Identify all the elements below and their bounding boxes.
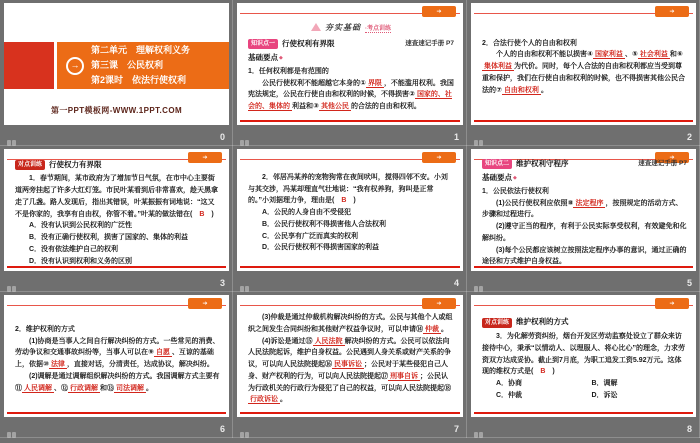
blank-answer: 国家的、社会的、集体的	[248, 91, 452, 111]
slide-counter-icon	[7, 425, 18, 431]
paragraph	[482, 331, 687, 378]
triangle-logo-icon	[311, 23, 321, 31]
return-arrow-icon: ➔	[436, 300, 442, 307]
content-slide	[471, 295, 696, 417]
text-segment: (2)调解是通过调解组织解决纠纷的方式。我国调解方式主要有⑪	[15, 372, 220, 392]
text-segment: 1．公民依法行使权利	[482, 187, 549, 195]
text-segment: (2)遵守正当的程序，有利于公民实际享受权利，有效避免和化解纠纷。	[482, 223, 687, 242]
blank-answer: 国家利益	[594, 51, 623, 59]
return-arrow-icon: ➔	[436, 8, 442, 15]
text-segment: (3)每个公民都应该树立按照法定程序办事的意识，通过正确的途径和方式维护自身权益。	[482, 246, 687, 266]
slide-thumbnail-9[interactable]	[467, 292, 700, 438]
answer-letter: B	[540, 368, 546, 376]
text-segment: 和⑬	[100, 384, 114, 392]
option-row	[496, 390, 687, 402]
text-segment: (4)诉讼是通过⑮	[262, 337, 313, 345]
content-slide	[237, 3, 463, 125]
text-segment: 。	[441, 325, 448, 333]
option: B．调解	[591, 380, 618, 388]
period-line: 第2课时 依法行使权利	[91, 75, 187, 85]
text-segment: 。	[540, 86, 548, 94]
text-segment: 3．为化解劳资纠纷，烟台开发区劳动监察处设立了群众来访接待中心，秉承“以情动人、以理服人、将心比心”的理念，力求劳资双方达成妥协。截止到7月底，为职工追发工资5.92万元。这体现的维权方式是(	[482, 333, 685, 376]
text-segment: 个人的自由和权利不能以损害④	[496, 51, 593, 59]
question-text	[248, 172, 454, 207]
slide-counter-icon	[240, 279, 251, 285]
page-number: 8	[686, 424, 692, 434]
lesson-line: 第三课 公民权利	[91, 60, 164, 70]
knowledge-point-label: 知识点一	[248, 39, 278, 49]
content-slide	[471, 149, 696, 271]
slide-thumbnail-8[interactable]	[233, 292, 467, 438]
slide-counter-icon	[474, 133, 485, 139]
paragraph	[15, 324, 220, 336]
text-segment: ；公民认为行政机关的行政行为侵犯了自己的权益，可以向人民法院提起⑱	[248, 372, 451, 392]
bottom-divider	[474, 412, 693, 414]
slide-thumbnail-2[interactable]	[233, 0, 467, 146]
paragraph	[15, 173, 220, 220]
option-row	[29, 244, 220, 256]
text-segment: ，直接对话，分清责任，达成协议，解决纠纷。	[66, 361, 214, 368]
handbook-reference: 速查速记手册 P7	[405, 39, 454, 47]
bullet-icon: ◆	[279, 55, 283, 62]
section-title: 维护权利守程序	[516, 158, 569, 168]
slide-thumbnail-4[interactable]	[0, 146, 233, 292]
text-segment: 1．任何权利都是有范围的	[248, 67, 329, 75]
paragraph	[482, 38, 687, 50]
watermark-text: 第一PPT模板网-WWW.1PPT.COM	[50, 106, 183, 115]
text-segment: 、互谅的基础上，依据⑩	[15, 349, 214, 368]
logo-main-text: 夯实基础	[325, 23, 361, 33]
paragraph	[248, 336, 454, 407]
page-number: 1	[453, 132, 459, 142]
section-title: 维护权利的方式	[516, 317, 569, 327]
text-segment: 、⑤	[624, 51, 638, 59]
bottom-divider	[240, 412, 460, 414]
section-logo	[248, 21, 454, 35]
sub-heading: 基础要点◆	[482, 173, 517, 183]
option: D．公民行使权利不得损害国家的利益	[262, 244, 380, 252]
bottom-divider	[7, 412, 226, 414]
content-slide	[237, 295, 463, 417]
option: C．仲裁	[496, 391, 523, 399]
section-title: 行使权力有界限	[49, 159, 102, 169]
blank-answer: 司法调解	[116, 384, 144, 392]
title-banner	[57, 42, 229, 89]
text-segment: (3)仲裁是通过仲裁机构解决纠纷的方式。公民与其他个人或组织之间发生合同纠纷和其他财产权益争议时，可以申请⑭	[248, 314, 453, 333]
option-row	[262, 207, 454, 219]
title-slide	[4, 3, 229, 125]
option: B．没有正确行使权利，损害了国家的、集体的利益	[29, 234, 189, 242]
text-segment: )	[204, 210, 214, 218]
option: C．公民享有广泛而真实的权利	[262, 232, 359, 240]
text-segment: 。	[280, 396, 287, 404]
option-row	[496, 378, 687, 390]
training-label: 对点训练	[15, 160, 45, 170]
blank-answer: 自愿	[155, 349, 170, 357]
blank-answer: 行政调解	[70, 384, 98, 392]
page-number: 4	[453, 278, 459, 288]
blank-answer: 人民调解	[24, 384, 52, 392]
text-segment: 2．邻居冯某养的宠物狗常在夜间吠叫，搅得四邻不安。小刘与其交涉，冯某却理直气壮地说：“我有权养狗，狗叫是正常的。”小刘据理力争，理由是(	[248, 173, 448, 205]
answer-options	[248, 207, 454, 254]
text-segment: 和⑥	[669, 51, 683, 59]
content-slide	[4, 295, 229, 417]
option: A．协商	[496, 380, 523, 388]
paragraph	[248, 66, 454, 78]
answer-letter: B	[341, 197, 347, 205]
blank-answer: 界限	[367, 79, 382, 87]
page-number: 6	[219, 424, 225, 434]
slide-counter-icon	[7, 133, 18, 139]
blank-answer: 刑事自诉	[390, 372, 418, 380]
return-arrow-icon: ➔	[669, 154, 675, 161]
blank-answer: 人民法院	[314, 337, 343, 345]
blank-answer: 行政诉讼	[250, 396, 278, 404]
text-segment: ；公民对于某些侵犯自己人身、财产权利的行为，可以向人民法院提起⑰	[248, 361, 448, 380]
text-segment: 1．春节期间，某市政府为了增加节日气氛，在市中心主要街道两旁挂起了许多大红灯笼。市民叶某看到后非常喜欢，趁天黑拿走了几盏。路人发现后，指出其错误，叶某振振有词地说：“这又不是你家的，我享有自由权，你管不着。”叶某的做法错在(	[15, 175, 218, 218]
paragraph	[482, 186, 687, 198]
option: A．公民的人身自由不受侵犯	[262, 209, 352, 217]
decor-red-block	[4, 42, 54, 89]
content-slide	[4, 149, 229, 271]
blank-answer: 仲裁	[425, 325, 439, 333]
paragraph	[248, 312, 454, 336]
paragraph	[15, 336, 220, 371]
training-label: 对点训练	[482, 318, 512, 328]
bottom-divider	[474, 120, 693, 122]
option: B．公民行使权利不得损害他人合法权利	[262, 220, 387, 228]
slide-counter-icon	[474, 279, 485, 285]
bottom-divider	[240, 266, 460, 268]
text-segment: ，按照规定的活动方式、步骤和过程进行。	[482, 199, 683, 219]
body-text	[482, 186, 687, 268]
content-slide	[237, 149, 463, 271]
body-text	[248, 66, 454, 113]
page-number: 3	[219, 278, 225, 288]
slide-thumbnail-1[interactable]	[0, 0, 233, 146]
option: D．没有认识到权利和义务的区别	[29, 257, 133, 265]
text-segment: 公民行使权利不能超越它本身的①	[262, 79, 366, 87]
option: A．没有认识到公民权利的广泛性	[29, 222, 133, 230]
bullet-icon: ◆	[513, 175, 517, 182]
blank-answer: 自由和权利	[503, 86, 539, 94]
option-row	[262, 219, 454, 231]
page-number: 0	[219, 132, 225, 142]
content-slide	[471, 3, 696, 125]
text-segment: 2．合法行使个人的自由和权利	[482, 39, 577, 47]
paragraph	[482, 198, 687, 222]
body-text	[15, 324, 220, 395]
return-arrow-icon: ➔	[436, 154, 442, 161]
answer-options	[15, 220, 220, 267]
text-segment: )	[545, 368, 555, 376]
page-number: 7	[453, 424, 459, 434]
blank-answer: 社会利益	[639, 51, 668, 59]
unit-line: 第二单元 理解权利义务	[91, 45, 191, 55]
paragraph	[15, 371, 220, 395]
option: C．没有依法维护自己的权利	[29, 245, 119, 253]
arrow-circle-icon: →	[66, 57, 84, 75]
slide-thumbnail-6[interactable]	[467, 146, 700, 292]
text-segment: 利益和③	[292, 103, 319, 111]
answer-options	[482, 378, 687, 402]
slide-counter-icon	[474, 425, 485, 431]
paragraph	[248, 172, 454, 207]
text-segment: 解决纠纷的方式。公民可以依法向人民法院起诉，维护自身权益。公民遇到人身关系或财产关系的争议，可以向人民法院提起⑯	[248, 337, 451, 368]
text-segment: )	[346, 197, 356, 205]
blank-answer: 民事诉讼	[334, 361, 362, 368]
bottom-divider	[7, 266, 226, 268]
text-segment: (1)公民行使权利应依照⑧	[496, 199, 574, 207]
text-segment: 的合法的自由和权利。	[350, 103, 421, 111]
option: D．诉讼	[591, 391, 618, 399]
paragraph	[482, 49, 687, 96]
blank-answer: 法律	[50, 361, 65, 368]
sub-heading: 基础要点◆	[248, 53, 283, 63]
slide-thumbnail-7[interactable]	[0, 292, 233, 438]
logo-sub-text: ·考点训练	[364, 26, 391, 33]
text-segment: 为代价。同时，每个人合法的自由和权利都应当受到尊重和保护，我们在行使自由和权利的时候，也不得损害其他公民合法的⑦	[482, 63, 685, 94]
page-number: 2	[686, 132, 692, 142]
answer-letter: B	[199, 210, 205, 218]
text-segment: (1)协商是当事人之间自行解决纠纷的方式。一些常见的消费、劳动争议和交通事故纠纷等，当事人可以在⑨	[15, 337, 220, 357]
text-segment: ，不能滥用权利。我国宪法规定，公民在行使自由和权利的时候，不得损害②	[248, 79, 454, 99]
text-segment: 2．维护权利的方式	[15, 325, 75, 333]
return-arrow-icon: ➔	[202, 300, 208, 307]
option-row	[29, 220, 220, 232]
question-text	[482, 331, 687, 378]
bottom-divider	[474, 266, 693, 268]
paragraph	[482, 245, 687, 269]
return-arrow-icon: ➔	[669, 300, 675, 307]
blank-answer: 集体利益	[484, 63, 512, 71]
question-text	[15, 173, 220, 220]
slide-counter-icon	[240, 425, 251, 431]
return-arrow-icon: ➔	[202, 154, 208, 161]
knowledge-point-label: 知识点二	[482, 159, 512, 169]
slide-counter-icon	[240, 133, 251, 139]
option-row	[29, 232, 220, 244]
paragraph	[248, 78, 454, 113]
handbook-reference: 速查速记手册 P7	[638, 159, 687, 167]
section-title: 行使权利有界限	[282, 38, 335, 48]
paragraph	[482, 221, 687, 245]
body-text	[248, 312, 454, 406]
return-arrow-icon: ➔	[669, 8, 675, 15]
blank-answer: 法定程序	[575, 199, 604, 207]
option-row	[262, 242, 454, 254]
text-segment: 。	[146, 384, 153, 392]
bottom-divider	[240, 120, 460, 122]
text-segment: 、⑫	[54, 384, 68, 392]
slide-thumbnail-5[interactable]	[233, 146, 467, 292]
slide-thumbnail-3[interactable]	[467, 0, 700, 146]
body-text	[482, 38, 687, 97]
blank-answer: 其他公民	[320, 103, 349, 111]
page-number: 5	[686, 278, 692, 288]
slide-counter-icon	[7, 279, 18, 285]
option-row	[262, 231, 454, 243]
